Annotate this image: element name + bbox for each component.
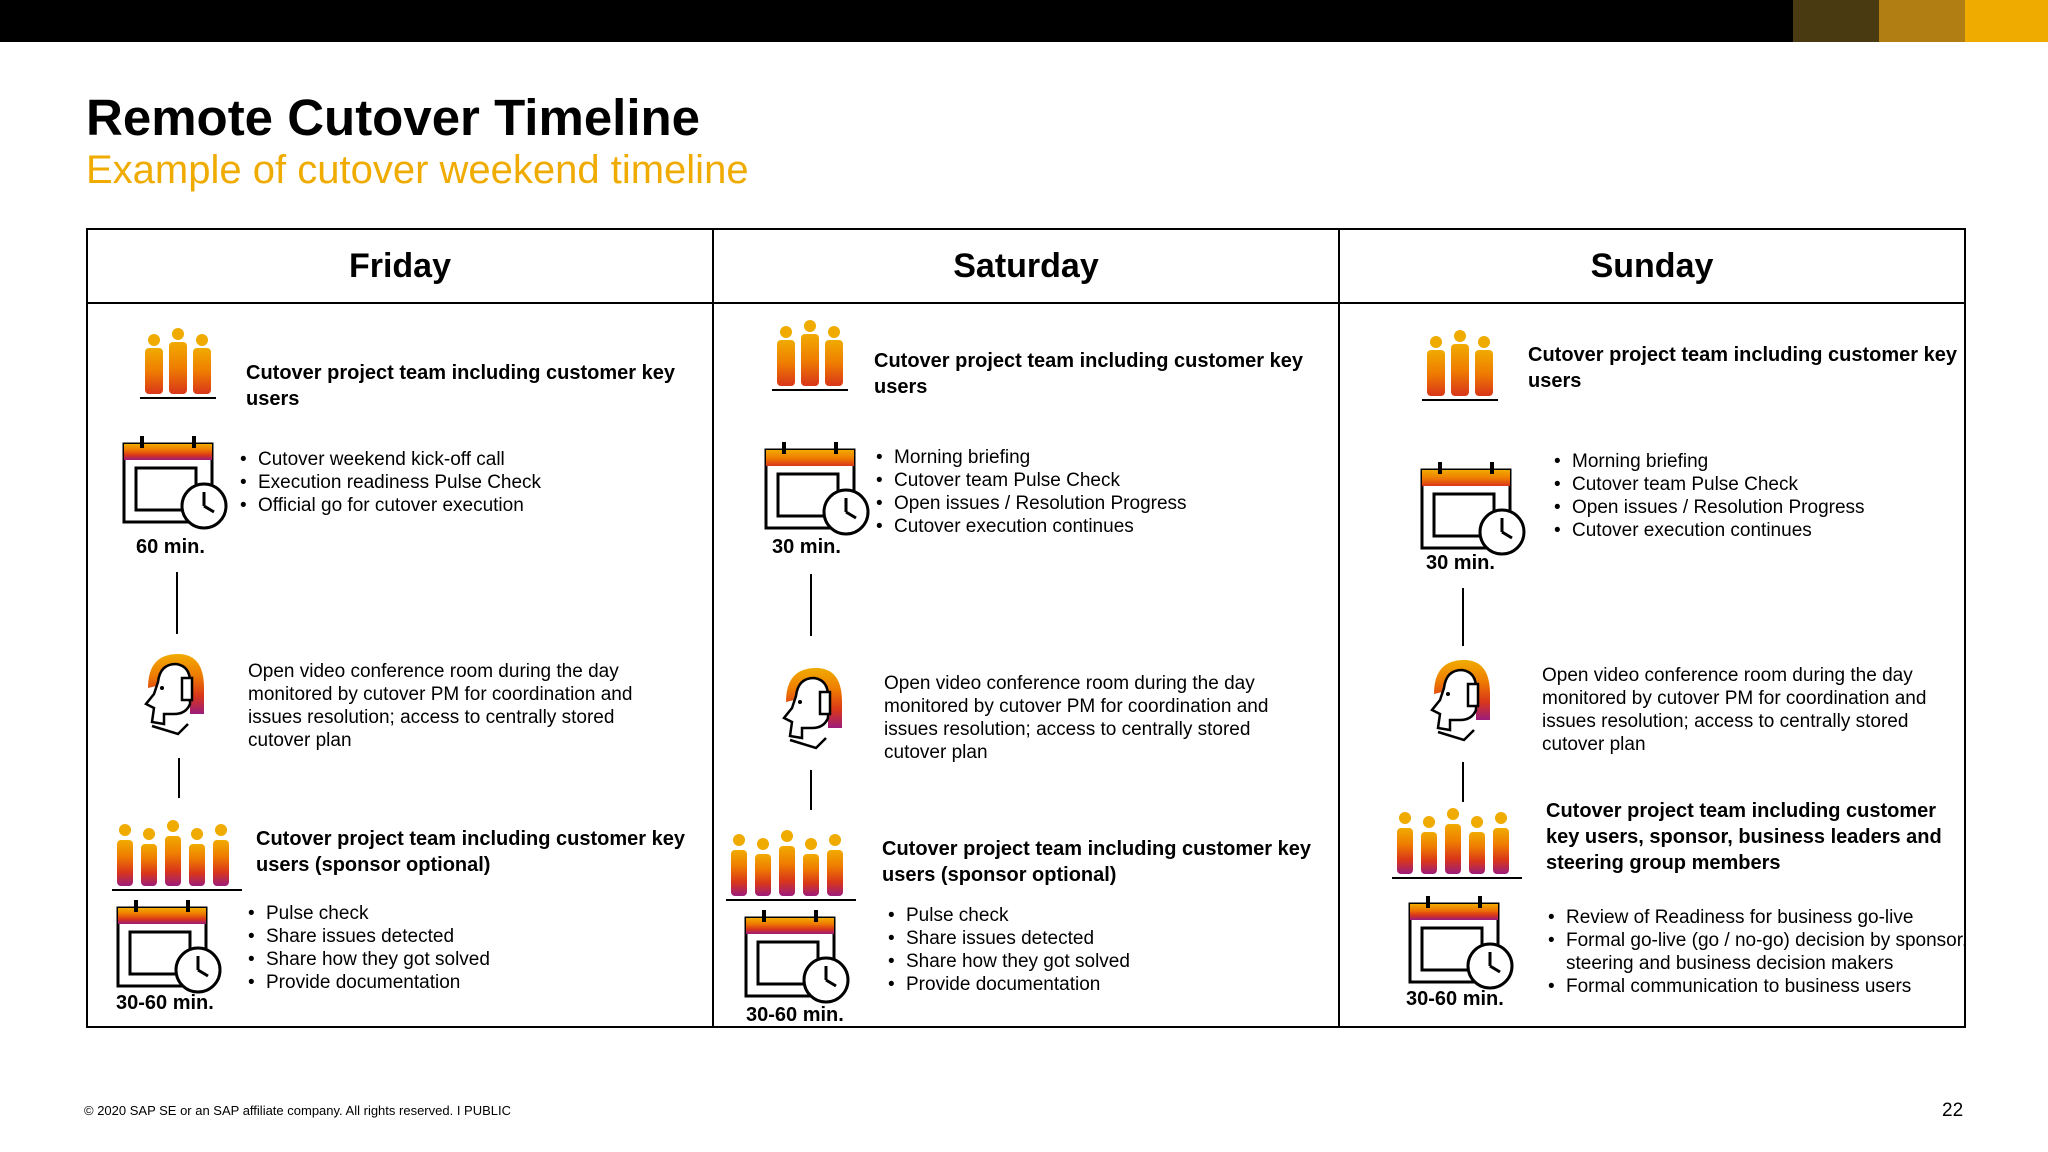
calendar-clock-icon (1408, 892, 1518, 997)
calendar-clock-icon (116, 896, 226, 1001)
video-room-text: Open video conference room during the day monitored by cutover PM for coordination and issues resolution; access to centrally stored cutover plan (1542, 665, 1927, 755)
list-item: • Cutover weekend kick-off call (258, 448, 698, 471)
video-room-text: Open video conference room during the day monitored by cutover PM for coordination and issues resolution; access to centrally stored cutover plan (884, 673, 1269, 763)
people-group-icon (1422, 328, 1498, 409)
duration-label: 30 min. (772, 536, 841, 558)
large-people-group-icon (1392, 804, 1522, 887)
duration-label: 30 min. (1426, 552, 1495, 574)
video-room-text: Open video conference room during the day monitored by cutover PM for coordination and issues resolution; access to centrally stored cutover plan (248, 661, 633, 751)
timeline-connector (176, 572, 178, 634)
large-people-group-icon (112, 816, 242, 899)
closing-list (886, 904, 1346, 996)
closing-title: Cutover project team including customer key users, sponsor, business leaders and steering group members (1546, 800, 1942, 874)
headset-person-icon (1424, 654, 1500, 749)
list-item: • Morning briefing (894, 446, 1334, 469)
list-item: • Provide documentation (266, 971, 706, 994)
people-group-icon (140, 326, 216, 407)
calendar-clock-icon (764, 438, 874, 543)
list-item: • Pulse check (906, 904, 1346, 927)
timeline-connector (178, 758, 180, 798)
closing-list (1546, 906, 1986, 998)
column-header: Sunday (1340, 230, 1964, 304)
headset-person-icon (138, 648, 214, 743)
list-item: • Formal go-live (go / no-go) decision by sponsor, steering and business decision makers (1566, 929, 1986, 975)
list-item: • Share issues detected (906, 927, 1346, 950)
list-item: • Open issues / Resolution Progress (1572, 496, 1992, 519)
footer-copyright: © 2020 SAP SE or an SAP affiliate company. All rights reserved. I PUBLIC (84, 1103, 512, 1118)
page-number: 22 (1942, 1100, 1964, 1121)
list-item: • Formal communication to business users (1566, 975, 1986, 998)
closing-list (246, 902, 706, 994)
kickoff-list (874, 446, 1334, 538)
column-sunday (1340, 230, 1968, 1026)
column-saturday (714, 230, 1340, 1026)
team-title: Cutover project team including customer key users (1528, 344, 1957, 392)
list-item: • Provide documentation (906, 973, 1346, 996)
headset-person-icon (776, 662, 852, 757)
list-item: • Review of Readiness for business go-live (1566, 906, 1986, 929)
column-header: Saturday (714, 230, 1338, 304)
column-header: Friday (88, 230, 712, 304)
top-bar (0, 0, 2048, 42)
closing-title: Cutover project team including customer key users (sponsor optional) (256, 828, 685, 876)
timeline-connector (810, 574, 812, 636)
duration-label: 30-60 min. (1406, 988, 1504, 1010)
large-people-group-icon (726, 826, 856, 909)
kickoff-list (238, 448, 698, 517)
timeline-connector (810, 770, 812, 810)
calendar-clock-icon (1420, 458, 1530, 563)
kickoff-list (1552, 450, 1992, 542)
brand-swatch-dark (1793, 0, 1879, 42)
list-item: • Morning briefing (1572, 450, 1992, 473)
brand-swatch-gold (1965, 0, 2048, 42)
brand-swatch-mid (1879, 0, 1965, 42)
list-item: • Cutover execution continues (1572, 519, 1992, 542)
list-item: • Share how they got solved (266, 948, 706, 971)
list-item: • Share issues detected (266, 925, 706, 948)
page-subtitle: Example of cutover weekend timeline (86, 148, 749, 192)
team-title: Cutover project team including customer key users (246, 362, 675, 410)
people-group-icon (772, 318, 848, 399)
page-title: Remote Cutover Timeline (86, 89, 701, 146)
list-item: • Execution readiness Pulse Check (258, 471, 698, 494)
duration-label: 30-60 min. (116, 992, 214, 1014)
duration-label: 60 min. (136, 536, 205, 558)
list-item: • Open issues / Resolution Progress (894, 492, 1334, 515)
column-friday (88, 230, 714, 1026)
list-item: • Cutover execution continues (894, 515, 1334, 538)
list-item: • Official go for cutover execution (258, 494, 698, 517)
list-item: • Share how they got solved (906, 950, 1346, 973)
calendar-clock-icon (122, 432, 232, 537)
duration-label: 30-60 min. (746, 1004, 844, 1026)
calendar-clock-icon (744, 906, 854, 1011)
list-item: • Cutover team Pulse Check (1572, 473, 1992, 496)
list-item: • Pulse check (266, 902, 706, 925)
timeline-connector (1462, 762, 1464, 802)
timeline-table (86, 228, 1966, 1028)
timeline-connector (1462, 588, 1464, 646)
team-title: Cutover project team including customer key users (874, 350, 1303, 398)
closing-title: Cutover project team including customer key users (sponsor optional) (882, 838, 1311, 886)
list-item: • Cutover team Pulse Check (894, 469, 1334, 492)
